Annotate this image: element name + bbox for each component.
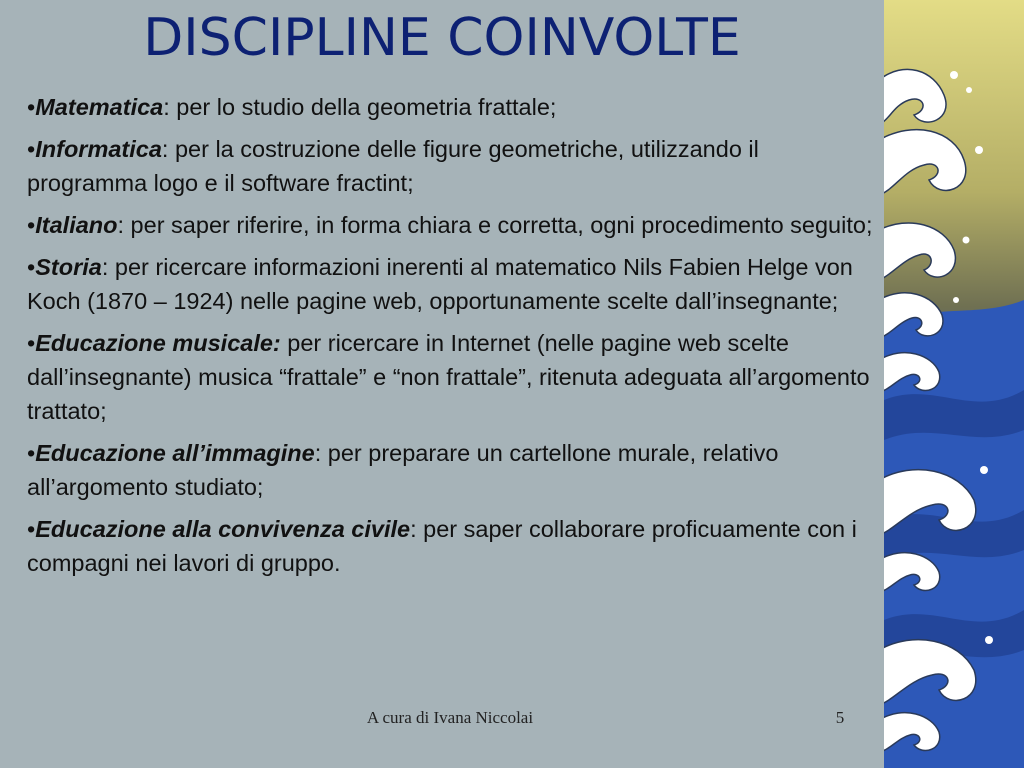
list-item: •Educazione musicale: per ricercare in Internet (nelle pagine web scelte dall’insegnante) musica “frattale” e “non frattale”, ritenuta adeguata all’argomento trattato; (27, 330, 870, 424)
subject-label: Educazione alla convivenza civile (35, 516, 411, 542)
discipline-list (27, 90, 877, 588)
slide-title: DISCIPLINE COINVOLTE (143, 8, 741, 68)
list-item: •Informatica: per la costruzione delle figure geometriche, utilizzando il programma logo e il software fractint; (27, 136, 759, 196)
subject-label: Matematica (35, 94, 164, 120)
subject-label: Informatica (35, 136, 162, 162)
list-item: •Educazione alla convivenza civile: per saper collaborare proficuamente con i compagni nei lavori di gruppo. (27, 516, 857, 576)
subject-description: : per la costruzione delle figure geometriche, utilizzando il programma logo e il software fractint; (27, 136, 759, 196)
subject-description: : per saper collaborare proficuamente con i compagni nei lavori di gruppo. (27, 516, 857, 576)
subject-label: Educazione musicale: (35, 330, 281, 356)
subject-description: : per preparare un cartellone murale, relativo all’argomento studiato; (27, 440, 779, 500)
list-item: •Storia: per ricercare informazioni inerenti al matematico Nils Fabien Helge von Koch (1870 – 1924) nelle pagine web, opportunamente scelte dall’insegnante; (27, 254, 853, 314)
subject-description: : per lo studio della geometria frattale; (163, 94, 557, 120)
subject-label: Storia (35, 254, 102, 280)
page-number: 5 (835, 708, 845, 727)
subject-label: Italiano (35, 212, 118, 238)
subject-description: per ricercare in Internet (nelle pagine web scelte dall’insegnante) musica “frattale” e “non frattale”, ritenuta adeguata all’argomento trattato; (27, 330, 870, 424)
wave-decoration-image (884, 0, 1024, 768)
subject-description: : per ricercare informazioni inerenti al matematico Nils Fabien Helge von Koch (1870 – 1924) nelle pagine web, opportunamente scelte dall’insegnante; (27, 254, 853, 314)
subject-label: Educazione all’immagine (35, 440, 315, 466)
subject-description: : per saper riferire, in forma chiara e corretta, ogni procedimento seguito; (117, 212, 873, 238)
list-item: •Matematica: per lo studio della geometria frattale; (27, 94, 557, 120)
list-item: •Italiano: per saper riferire, in forma chiara e corretta, ogni procedimento seguito; (27, 212, 873, 238)
list-item: •Educazione all’immagine: per preparare un cartellone murale, relativo all’argomento studiato; (27, 440, 779, 500)
footer-author: A cura di Ivana Niccolai (366, 708, 534, 727)
